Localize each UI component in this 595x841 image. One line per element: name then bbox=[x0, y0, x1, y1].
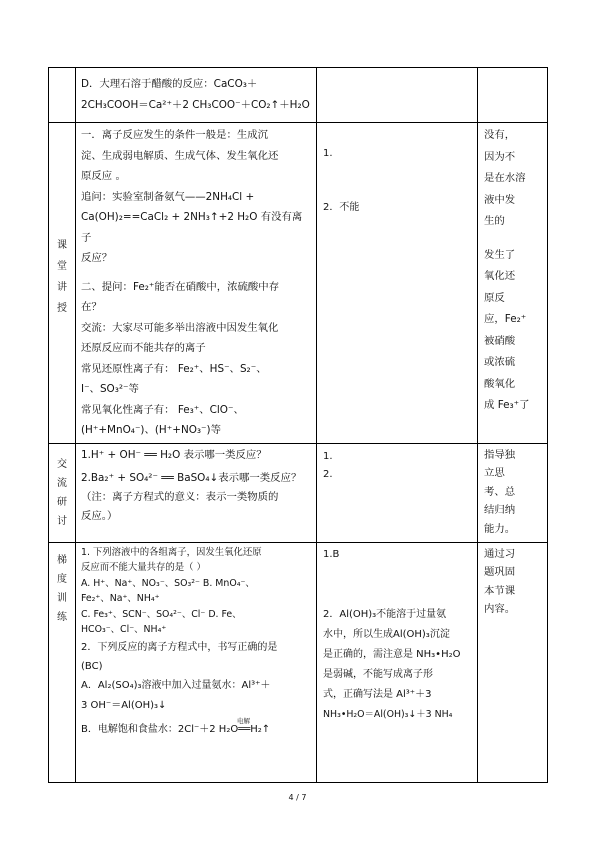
content-line: 交流：大家尽可能多举出溶液中因发生氧化 bbox=[81, 321, 279, 334]
intent-line: 发生了 bbox=[484, 248, 516, 261]
content-line: 2CH₃COOH＝Ca²⁺＋2 CH₃COO⁻＋CO₂↑＋H₂O bbox=[81, 98, 310, 111]
student-cell bbox=[317, 443, 478, 542]
intent-line: 题巩固 bbox=[484, 566, 516, 578]
intent-line: 成 Fe₃⁺了 bbox=[484, 399, 530, 411]
content-cell bbox=[76, 443, 317, 542]
content-line: 反应而不能大量共存的是（ ） bbox=[81, 562, 206, 573]
content-cell bbox=[76, 68, 317, 123]
intent-line: 原反 bbox=[484, 291, 505, 304]
stage-char: 度 bbox=[57, 573, 67, 585]
stage-cell bbox=[49, 123, 76, 444]
student-line bbox=[323, 585, 473, 605]
content-line: 反应。） bbox=[81, 509, 118, 522]
intent-line: 内容。 bbox=[484, 603, 516, 615]
page-number: 4 / 7 bbox=[288, 793, 307, 802]
content-line: 在？ bbox=[81, 301, 102, 313]
student-cell bbox=[317, 123, 478, 444]
table-row bbox=[49, 68, 548, 123]
content-line: Ca(OH)₂==CaCl₂ + 2NH₃↑+2 H₂O 有没有离子 bbox=[81, 211, 303, 244]
student-line: 式，正确写法是 Al³⁺＋3 bbox=[323, 688, 432, 700]
student-line: 2．Al(OH)₃不能溶于过量氨 bbox=[323, 608, 447, 620]
content-line: A．Al₂(SO₄)₃溶液中加入过量氨水：Al³⁺＋ bbox=[81, 679, 271, 691]
stage-char: 交 bbox=[57, 458, 67, 470]
content-line: D．大理石溶于醋酸的反应：CaCO₃＋ bbox=[81, 78, 258, 90]
content-line: 3 OH⁻＝Al(OH)₃↓ bbox=[81, 699, 167, 711]
student-line: 是正确的，需注意是 NH₃•H₂O bbox=[323, 648, 461, 660]
stage-char: 授 bbox=[57, 303, 67, 314]
intent-line: 指导独 bbox=[484, 448, 516, 461]
student-line: 1. bbox=[323, 148, 333, 159]
stage-char: 梯 bbox=[57, 554, 67, 566]
stage-char: 课 bbox=[57, 240, 67, 251]
student-line: 水中，所以生成Al(OH)₃沉淀 bbox=[323, 628, 450, 640]
intent-line: 因为不 bbox=[484, 150, 516, 163]
content-line: 常见还原性离子有： Fe₂⁺、HS⁻、S₂⁻、 bbox=[81, 362, 267, 375]
intent-line: 通过习 bbox=[484, 547, 516, 560]
stage-char: 训 bbox=[57, 592, 67, 604]
intent-line: 被硝酸 bbox=[484, 334, 516, 347]
content-line: A. H⁺、Na⁺、NO₃⁻、SO₃²⁻ B. MnO₄⁻、 bbox=[81, 577, 255, 589]
table-row bbox=[49, 123, 548, 444]
stage-char: 讲 bbox=[57, 282, 67, 293]
intent-line: 应，Fe₂⁺ bbox=[484, 313, 527, 325]
electrolysis-label: 电解 bbox=[237, 716, 250, 725]
content-line: 2.Ba₂⁺ + SO₄²⁻ ══ BaSO₄↓表示哪一类反应？ bbox=[81, 471, 302, 484]
stage-char: 堂 bbox=[57, 261, 67, 272]
table-row bbox=[49, 443, 548, 542]
intent-line bbox=[484, 233, 543, 245]
intent-line: 液中发 bbox=[484, 193, 516, 206]
intent-line: 酸氧化 bbox=[484, 377, 516, 390]
intent-line: 本节课 bbox=[484, 584, 516, 597]
content-cell bbox=[76, 123, 317, 444]
stage-char: 练 bbox=[57, 611, 67, 623]
stage-cell bbox=[49, 68, 76, 123]
student-cell bbox=[317, 68, 478, 123]
stage-char: 流 bbox=[57, 477, 67, 489]
content-line: HCO₃⁻、Cl⁻、NH₄⁺ bbox=[81, 624, 167, 635]
stage-char: 研 bbox=[57, 496, 67, 508]
intent-line: 立思 bbox=[484, 467, 505, 479]
content-line: 反应？ bbox=[81, 252, 113, 264]
student-line: 1. bbox=[323, 450, 333, 462]
content-line: 2．下列反应的离子方程式中，书写正确的是 bbox=[81, 641, 278, 653]
intent-line: 能力。 bbox=[484, 522, 516, 535]
content-line: B．电解饱和食盐水：2Cl⁻＋2 H₂O══H₂↑ bbox=[81, 723, 271, 735]
student-line bbox=[323, 163, 473, 181]
student-line: 1.B bbox=[323, 548, 340, 560]
intent-line: 或浓硫 bbox=[484, 356, 516, 368]
content-line: （注：离子方程式的意义：表示一类物质的 bbox=[81, 490, 279, 503]
content-line: 常见氧化性离子有： Fe₃⁺、ClO⁻、 bbox=[81, 403, 244, 416]
intent-line: 没有， bbox=[484, 129, 516, 141]
student-cell bbox=[317, 542, 478, 782]
content-line: 还原反应而不能共存的离子 bbox=[81, 342, 206, 354]
content-line: C. Fe₃⁺、SCN⁻、SO₄²⁻、Cl⁻ D. Fe、 bbox=[81, 608, 242, 620]
intent-cell bbox=[478, 443, 548, 542]
lesson-table bbox=[48, 67, 548, 783]
content-line: 淀、生成弱电解质、生成气体、发生氧化还 bbox=[81, 149, 279, 162]
content-line: 1.H⁺ + OH⁻ ══ H₂O 表示哪一类反应？ bbox=[81, 448, 267, 461]
intent-cell bbox=[478, 68, 548, 123]
stage-char: 讨 bbox=[57, 515, 67, 527]
stage-cell bbox=[49, 443, 76, 542]
content-line: 一．离子反应发生的条件一般是：生成沉 bbox=[81, 129, 269, 141]
intent-line: 氧化还 bbox=[484, 270, 516, 282]
content-line: 原反应 。 bbox=[81, 170, 126, 182]
student-line bbox=[323, 181, 473, 199]
student-line: 2．不能 bbox=[323, 202, 360, 213]
content-cell bbox=[76, 542, 317, 782]
stage-cell bbox=[49, 542, 76, 782]
content-line: 追问：实验室制备氨气——2NH₄Cl + bbox=[81, 190, 255, 203]
student-line: NH₃•H₂O＝Al(OH)₃↓＋3 NH₄ bbox=[323, 708, 453, 720]
intent-cell bbox=[478, 123, 548, 444]
student-line: 是弱碱，不能写成离子形 bbox=[323, 668, 433, 680]
intent-cell bbox=[478, 542, 548, 782]
content-line: (H⁺+MnO₄⁻)、(H⁺+NO₃⁻)等 bbox=[81, 424, 221, 436]
content-line: (BC) bbox=[81, 660, 103, 672]
content-line bbox=[81, 269, 312, 277]
table-row bbox=[49, 542, 548, 782]
student-line bbox=[323, 565, 473, 585]
intent-line: 是在水溶 bbox=[484, 172, 526, 184]
student-line: 2. bbox=[323, 468, 333, 480]
content-line: Fe₂⁺、Na⁺、NH₄⁺ bbox=[81, 593, 160, 604]
intent-line: 生的 bbox=[484, 215, 505, 227]
content-line: 1. 下列溶液中的各组离子，因发生氧化还原 bbox=[81, 546, 262, 558]
content-line: I⁻、SO₃²⁻等 bbox=[81, 383, 139, 395]
content-line: 二、提问：Fe₂⁺能否在硝酸中，浓硫酸中存 bbox=[81, 280, 280, 293]
intent-line: 结归纳 bbox=[484, 504, 516, 516]
intent-line: 考、总 bbox=[484, 485, 516, 498]
